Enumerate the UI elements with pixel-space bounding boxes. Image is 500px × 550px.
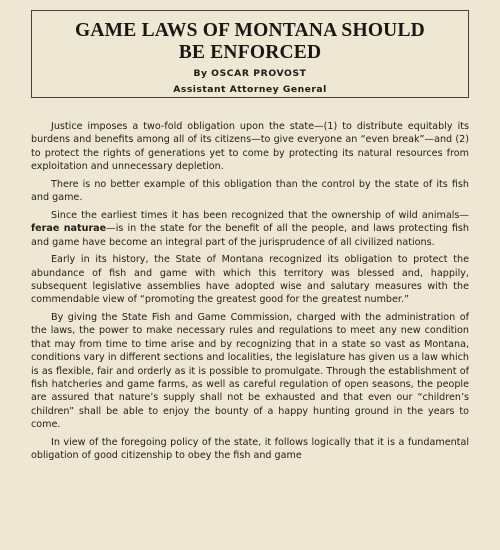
paragraph-text: —is in the state for the benefit of all the people, and laws protecting fish and game have become an integral part of the jurisprudence of all civilized nations. [31,223,469,248]
article-title [32,11,468,64]
latin-term: ferae naturae [31,223,107,235]
paragraph-text: In view of the foregoing policy of the state, it follows logically that it is a fundamental obligation of good citizenship to obey the fish and game [31,436,469,462]
byline-prefix: By [193,68,212,79]
paragraph-1 [31,120,469,174]
byline [32,67,468,80]
article-body [31,120,469,463]
author-role: Assistant Attorney General [173,84,327,95]
paragraph-text: Justice imposes a two-fold obligation upon the state—(1) to distribute equitably its burdens and benefits among all of its citizens—to give everyone an “even break”—and (2) to protect the rights of generations yet to come by protecting its natural resources from exploitation and unnecessary depletion. [31,121,469,173]
paragraph-2 [31,178,469,205]
title-line-2: BE ENFORCED [178,42,322,63]
paragraph-3 [31,209,469,249]
paragraph-6 [31,436,469,463]
paragraph-text: By giving the State Fish and Game Commission, charged with the administration of the laws, the power to make necessary rules and regulations to meet any new condition that may from time to time arise and by recognizing that in a state so vast as Montana, conditions vary in different sections and localities, the legislature has given us a law which is as flexible, fair and orderly as it is possible to promulgate. Through the establishment of fish hatcheries and game farms, as well as careful regulation of open seasons, the people are assured that nature’s supply shall not be exhausted and that even our “children’s children” shall be able to enjoy the bounty of a happy hunting ground in the years to come. [31,312,469,431]
title-line-1: GAME LAWS OF MONTANA SHOULD [75,20,425,41]
paragraph-4 [31,253,469,307]
paragraph-text: There is no better example of this obligation than the control by the state of its fish and game. [31,178,469,204]
paragraph-5 [31,311,469,432]
paragraph-text: Since the earliest times it has been recognized that the ownership of wild animals— [51,209,469,221]
author-name: OSCAR PROVOST [211,68,307,79]
title-box [31,10,469,98]
paragraph-text: Early in its history, the State of Montana recognized its obligation to protect the abundance of fish and game with which this territory was blessed and, happily, subsequent legislative assemblies have adopted wise and salutary measures with the commendable view of “promoting the greatest good for the greatest number.” [31,254,469,306]
